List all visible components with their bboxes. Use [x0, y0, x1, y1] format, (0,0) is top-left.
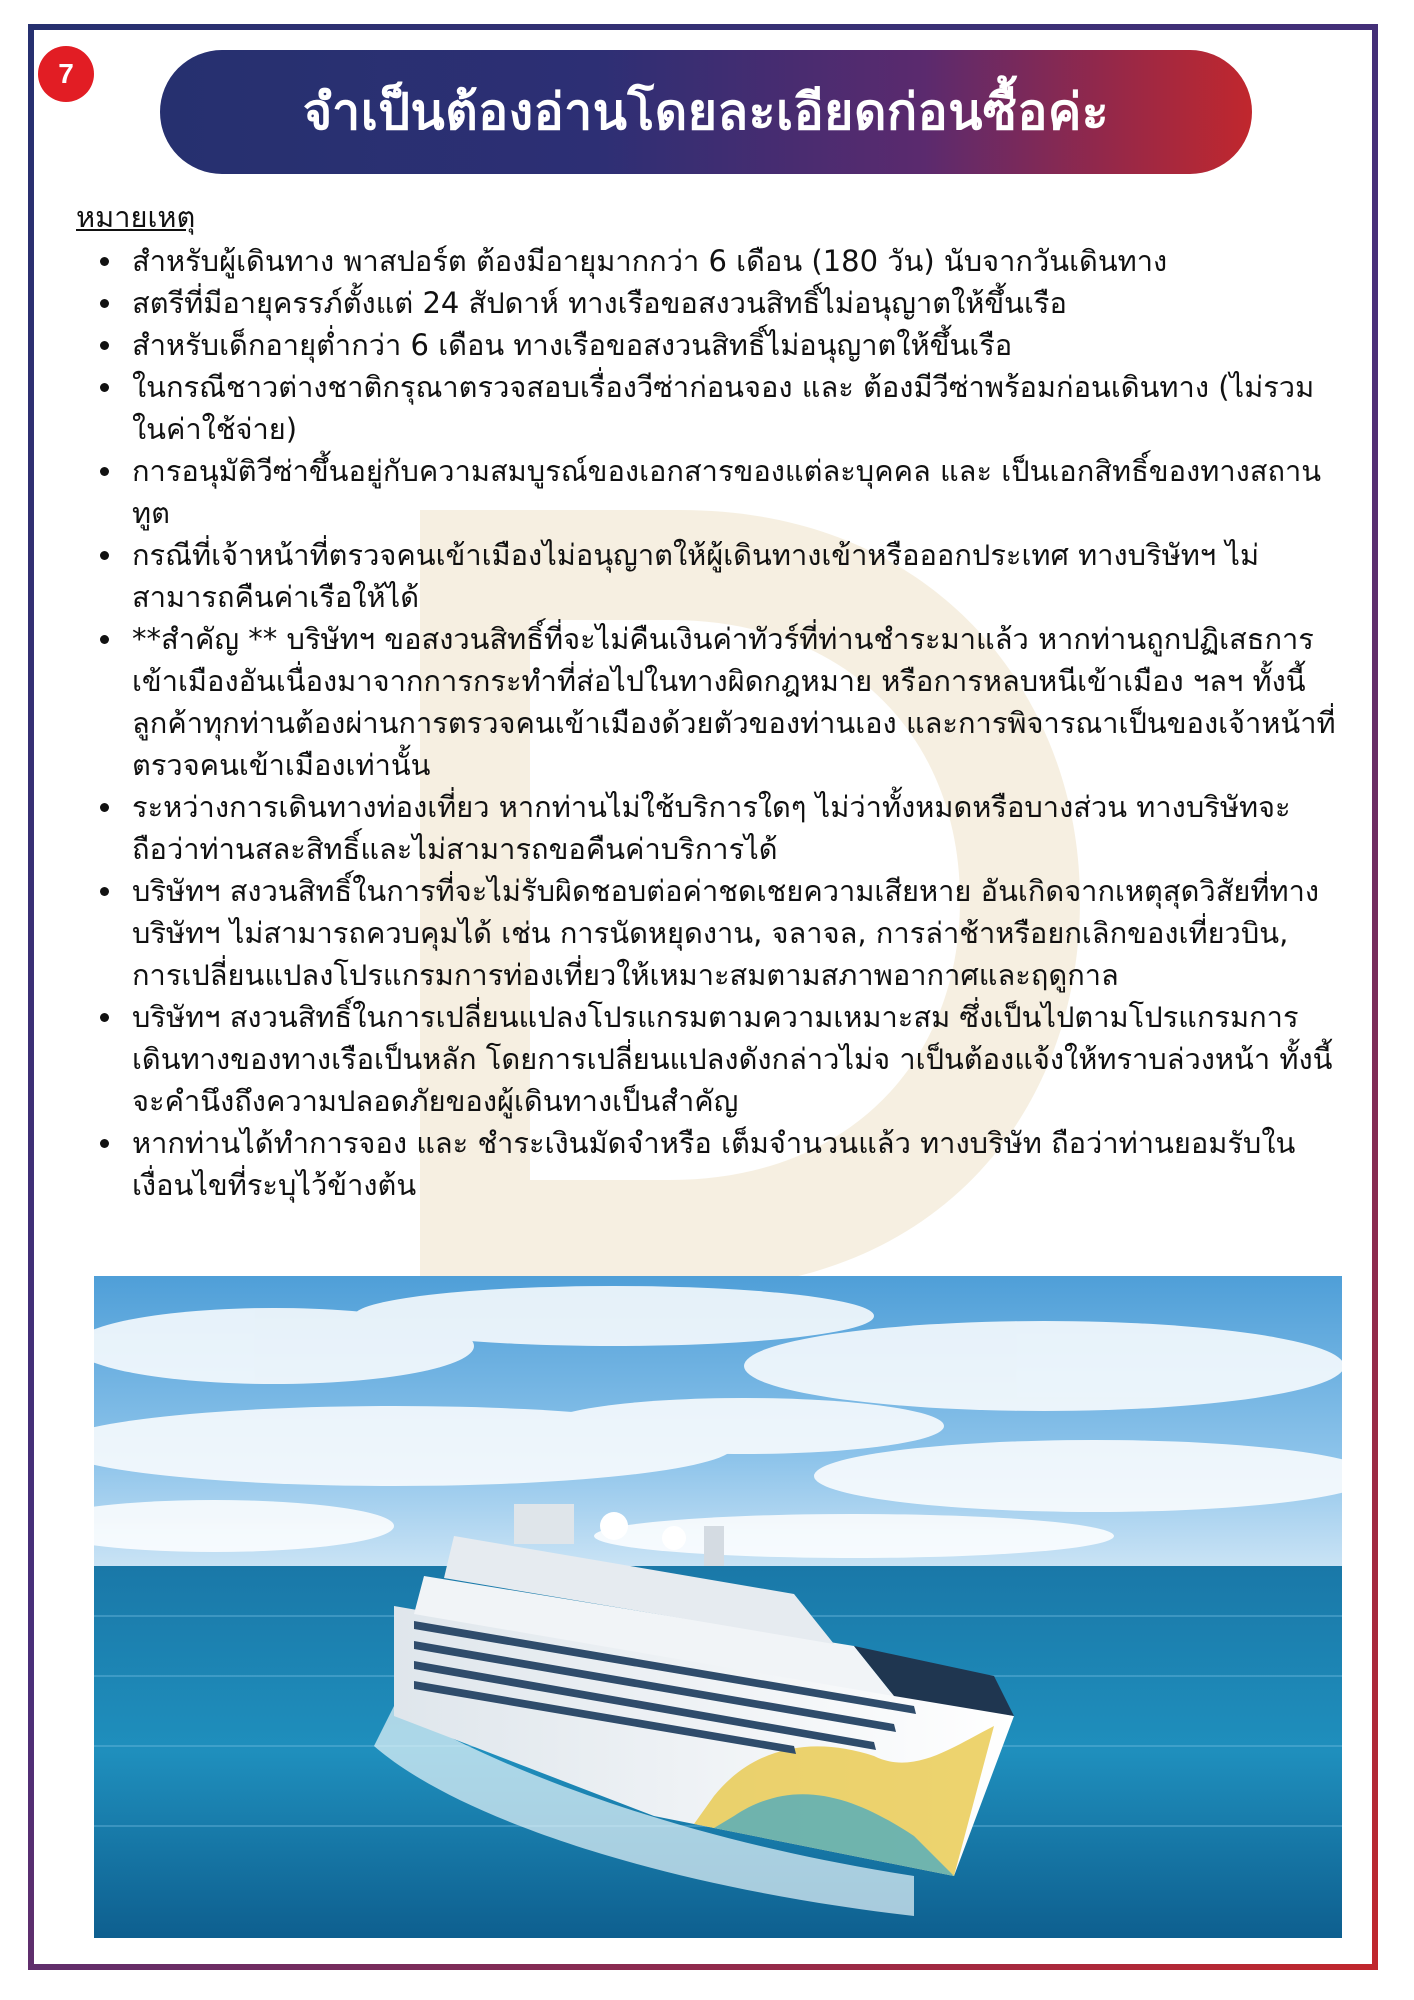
list-item: กรณีที่เจ้าหน้าที่ตรวจคนเข้าเมืองไม่อนุญาตให้ผู้เดินทางเข้าหรือออกประเทศ ทางบริษัทฯ ไม่สามารถคืนค่าเรือให้ได้ — [132, 534, 1346, 618]
list-item: ในกรณีชาวต่างชาติกรุณาตรวจสอบเรื่องวีซ่าก่อนจอง และ ต้องมีวีซ่าพร้อมก่อนเดินทาง (ไม่รวมในค่าใช้จ่าย) — [132, 366, 1346, 450]
list-item: **สำคัญ ** บริษัทฯ ขอสงวนสิทธิ์ที่จะไม่คืนเงินค่าทัวร์ที่ท่านชำระมาแล้ว หากท่านถูกปฏิเสธการเข้าเมืองอันเนื่องมาจากการกระทำที่ส่อไปในทางผิดกฎหมาย หรือการหลบหนีเข้าเมือง ฯลฯ ทั้งนี้ลูกค้าทุกท่านต้องผ่านการตรวจคนเข้าเมืองด้วยตัวของท่านเอง และการพิจารณาเป็นของเจ้าหน้าที่ตรวจคนเข้าเมืองเท่านั้น — [132, 618, 1346, 786]
list-item: บริษัทฯ สงวนสิทธิ์ในการที่จะไม่รับผิดชอบต่อค่าชดเชยความเสียหาย อันเกิดจากเหตุสุดวิสัยที่ทาง บริษัทฯ ไม่สามารถควบคุมได้ เช่น การนัดหยุดงาน, จลาจล, การล่าช้าหรือยกเลิกของเที่ยวบิน, การเปลี่ยนแปลงโปรแกรมการท่องเที่ยวให้เหมาะสมตามสภาพอากาศและฤดูกาล — [132, 870, 1346, 996]
list-item: สตรีที่มีอายุครรภ์ตั้งแต่ 24 สัปดาห์ ทางเรือขอสงวนสิทธิ์ไม่อนุญาตให้ขึ้นเรือ — [132, 282, 1346, 324]
notes-list — [76, 240, 1346, 1206]
list-item: สำหรับผู้เดินทาง พาสปอร์ต ต้องมีอายุมากกว่า 6 เดือน (180 วัน) นับจากวันเดินทาง — [132, 240, 1346, 282]
list-item: สำหรับเด็กอายุต่ำกว่า 6 เดือน ทางเรือขอสงวนสิทธิ์ไม่อนุญาตให้ขึ้นเรือ — [132, 324, 1346, 366]
title-banner — [160, 50, 1252, 174]
notes-section — [76, 196, 1346, 1206]
notes-heading: หมายเหตุ — [76, 200, 196, 234]
page-title: จำเป็นต้องอ่านโดยละเอียดก่อนซื้อค่ะ — [302, 82, 1110, 141]
list-item: บริษัทฯ สงวนสิทธิ์ในการเปลี่ยนแปลงโปรแกรมตามความเหมาะสม ซึ่งเป็นไปตามโปรแกรมการเดินทางของทางเรือเป็นหลัก โดยการเปลี่ยนแปลงดังกล่าวไม่จ าเป็นต้องแจ้งให้ทราบล่วงหน้า ทั้งนี้จะคำนึงถึงความปลอดภัยของผู้เดินทางเป็นสำคัญ — [132, 996, 1346, 1122]
list-item: หากท่านได้ทำการจอง และ ชำระเงินมัดจำหรือ เต็มจำนวนแล้ว ทางบริษัท ถือว่าท่านยอมรับในเงื่อนไขที่ระบุไว้ข้างต้น — [132, 1122, 1346, 1206]
cruise-ship-photo — [94, 1276, 1342, 1938]
list-item: การอนุมัติวีซ่าขึ้นอยู่กับความสมบูรณ์ของเอกสารของแต่ละบุคคล และ เป็นเอกสิทธิ์ของทางสถานทูต — [132, 450, 1346, 534]
list-item: ระหว่างการเดินทางท่องเที่ยว หากท่านไม่ใช้บริการใดๆ ไม่ว่าทั้งหมดหรือบางส่วน ทางบริษัทจะถือว่าท่านสละสิทธิ์และไม่สามารถขอคืนค่าบริการได้ — [132, 786, 1346, 870]
page-number-badge: 7 — [38, 46, 94, 102]
